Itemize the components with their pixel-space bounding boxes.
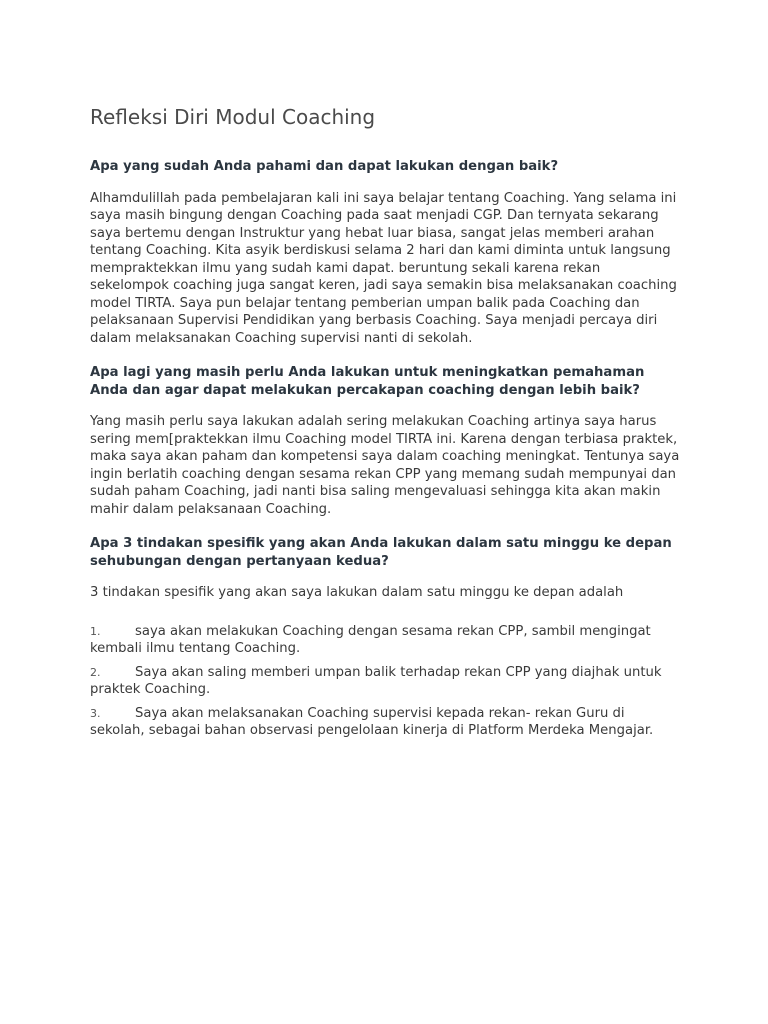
list-item [90,623,682,658]
list-item-number: 3. [90,706,101,720]
list-item-text: Saya akan melaksanakan Coaching supervisi kepada rekan- rekan Guru di sekolah, sebagai bahan observasi pengelolaan kinerja di Platform Merdeka Mengajar. [90,705,654,738]
list-item [90,705,682,740]
answer-3-intro: 3 tindakan spesifik yang akan saya lakukan dalam satu minggu ke depan adalah [90,585,624,600]
action-list [90,623,682,740]
document-title: Refleksi Diri Modul Coaching [90,105,376,129]
question-1: Apa yang sudah Anda pahami dan dapat lakukan dengan baik? [90,159,559,174]
list-item-number: 2. [90,665,101,679]
list-item-text: Saya akan saling memberi umpan balik terhadap rekan CPP yang diajhak untuk praktek Coaching. [90,664,662,697]
document-page [90,104,682,746]
list-item-number: 1. [90,624,101,638]
answer-2: Yang masih perlu saya lakukan adalah sering melakukan Coaching artinya saya harus sering mem[praktekkan ilmu Coaching model TIRTA ini. Karena dengan terbiasa praktek, maka saya akan paham dan kompetensi saya dalam coaching meningkat. Tentunya saya ingin berlatih coaching dengan sesama rekan CPP yang memang sudah mempunyai dan sudah paham Coaching, jadi nanti bisa saling mengevaluasi sehingga kita akan makin mahir dalam pelaksanaan Coaching. [90,414,680,517]
question-3: Apa 3 tindakan spesifik yang akan Anda lakukan dalam satu minggu ke depan sehubungan dengan pertanyaan kedua? [90,536,672,569]
question-2: Apa lagi yang masih perlu Anda lakukan untuk meningkatkan pemahaman Anda dan agar dapat melakukan percakapan coaching dengan lebih baik? [90,365,645,398]
list-item-text: saya akan melakukan Coaching dengan sesama rekan CPP, sambil mengingat kembali ilmu tentang Coaching. [90,623,651,656]
list-item [90,664,682,699]
answer-1: Alhamdulillah pada pembelajaran kali ini saya belajar tentang Coaching. Yang selama ini saya masih bingung dengan Coaching pada saat menjadi CGP. Dan ternyata sekarang saya bertemu dengan Instruktur yang hebat luar biasa, sangat jelas memberi arahan tentang Coaching. Kita asyik berdiskusi selama 2 hari dan kami diminta untuk langsung mempraktekkan ilmu yang sudah kami dapat. beruntung sekali karena rekan sekelompok coaching juga sangat keren, jadi saya semakin bisa melaksanakan coaching model TIRTA. Saya pun belajar tentang pemberian umpan balik pada Coaching dan pelaksanaan Supervisi Pendidikan yang berbasis Coaching. Saya menjadi percaya diri dalam melaksanakan Coaching supervisi nanti di sekolah. [90,190,677,346]
